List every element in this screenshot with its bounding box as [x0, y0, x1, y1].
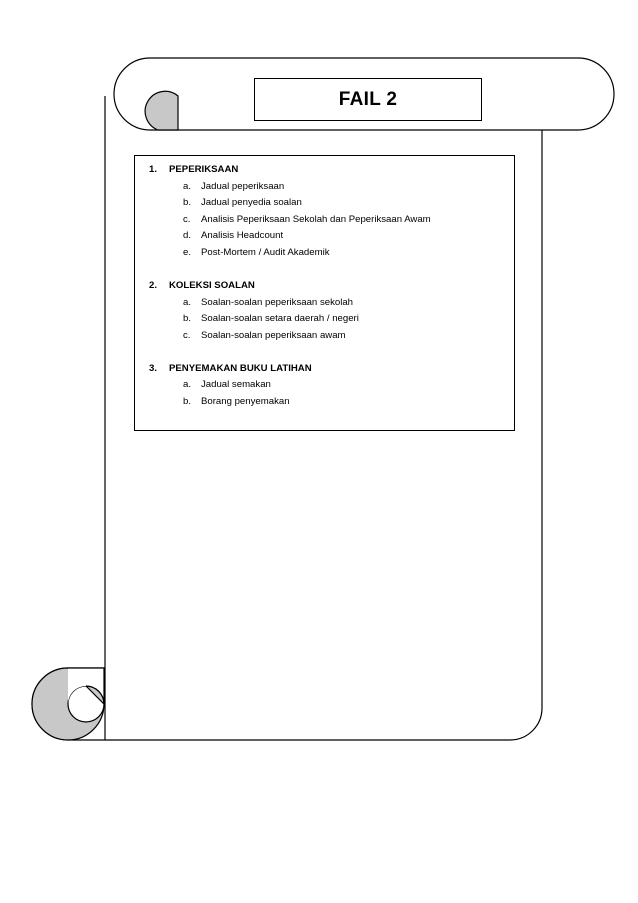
item-text: Soalan-soalan setara daerah / negeri [201, 313, 359, 324]
contents-list [134, 155, 515, 431]
item-letter: e. [183, 247, 192, 258]
item-letter: a. [183, 297, 192, 308]
item-letter: b. [183, 396, 192, 407]
list-item [183, 379, 271, 390]
top-curl [145, 91, 178, 130]
item-letter: a. [183, 181, 192, 192]
title-box [254, 78, 482, 121]
item-text: Borang penyemakan [201, 396, 290, 407]
item-text: Jadual peperiksaan [201, 181, 285, 192]
item-letter: c. [183, 214, 191, 225]
section-heading [149, 363, 312, 374]
item-text: Jadual penyedia soalan [201, 197, 302, 208]
item-text: Soalan-soalan peperiksaan awam [201, 330, 346, 341]
section-title: PENYEMAKAN BUKU LATIHAN [169, 363, 312, 374]
page-title: FAIL 2 [338, 88, 398, 110]
list-item [183, 313, 359, 324]
section-title: PEPERIKSAAN [169, 164, 239, 175]
list-item [183, 247, 330, 258]
list-item [183, 297, 353, 308]
list-item [183, 330, 346, 341]
list-item [183, 230, 283, 241]
section-number: 1. [149, 164, 158, 175]
item-text: Jadual semakan [201, 379, 271, 390]
item-letter: b. [183, 197, 192, 208]
list-item [183, 396, 290, 407]
section-heading [149, 280, 255, 291]
item-letter: b. [183, 313, 192, 324]
list-item [183, 197, 302, 208]
item-letter: c. [183, 330, 191, 341]
item-text: Analisis Peperiksaan Sekolah dan Peperiksaan Awam [201, 214, 431, 225]
section-number: 2. [149, 280, 158, 291]
item-text: Analisis Headcount [201, 230, 284, 241]
section-heading [149, 164, 238, 175]
list-item [183, 214, 431, 225]
item-text: Post-Mortem / Audit Akademik [201, 247, 330, 258]
list-item [183, 181, 284, 192]
item-text: Soalan-soalan peperiksaan sekolah [201, 297, 354, 308]
item-letter: a. [183, 379, 192, 390]
section-number: 3. [149, 363, 158, 374]
item-letter: d. [183, 230, 192, 241]
section-title: KOLEKSI SOALAN [169, 280, 255, 291]
